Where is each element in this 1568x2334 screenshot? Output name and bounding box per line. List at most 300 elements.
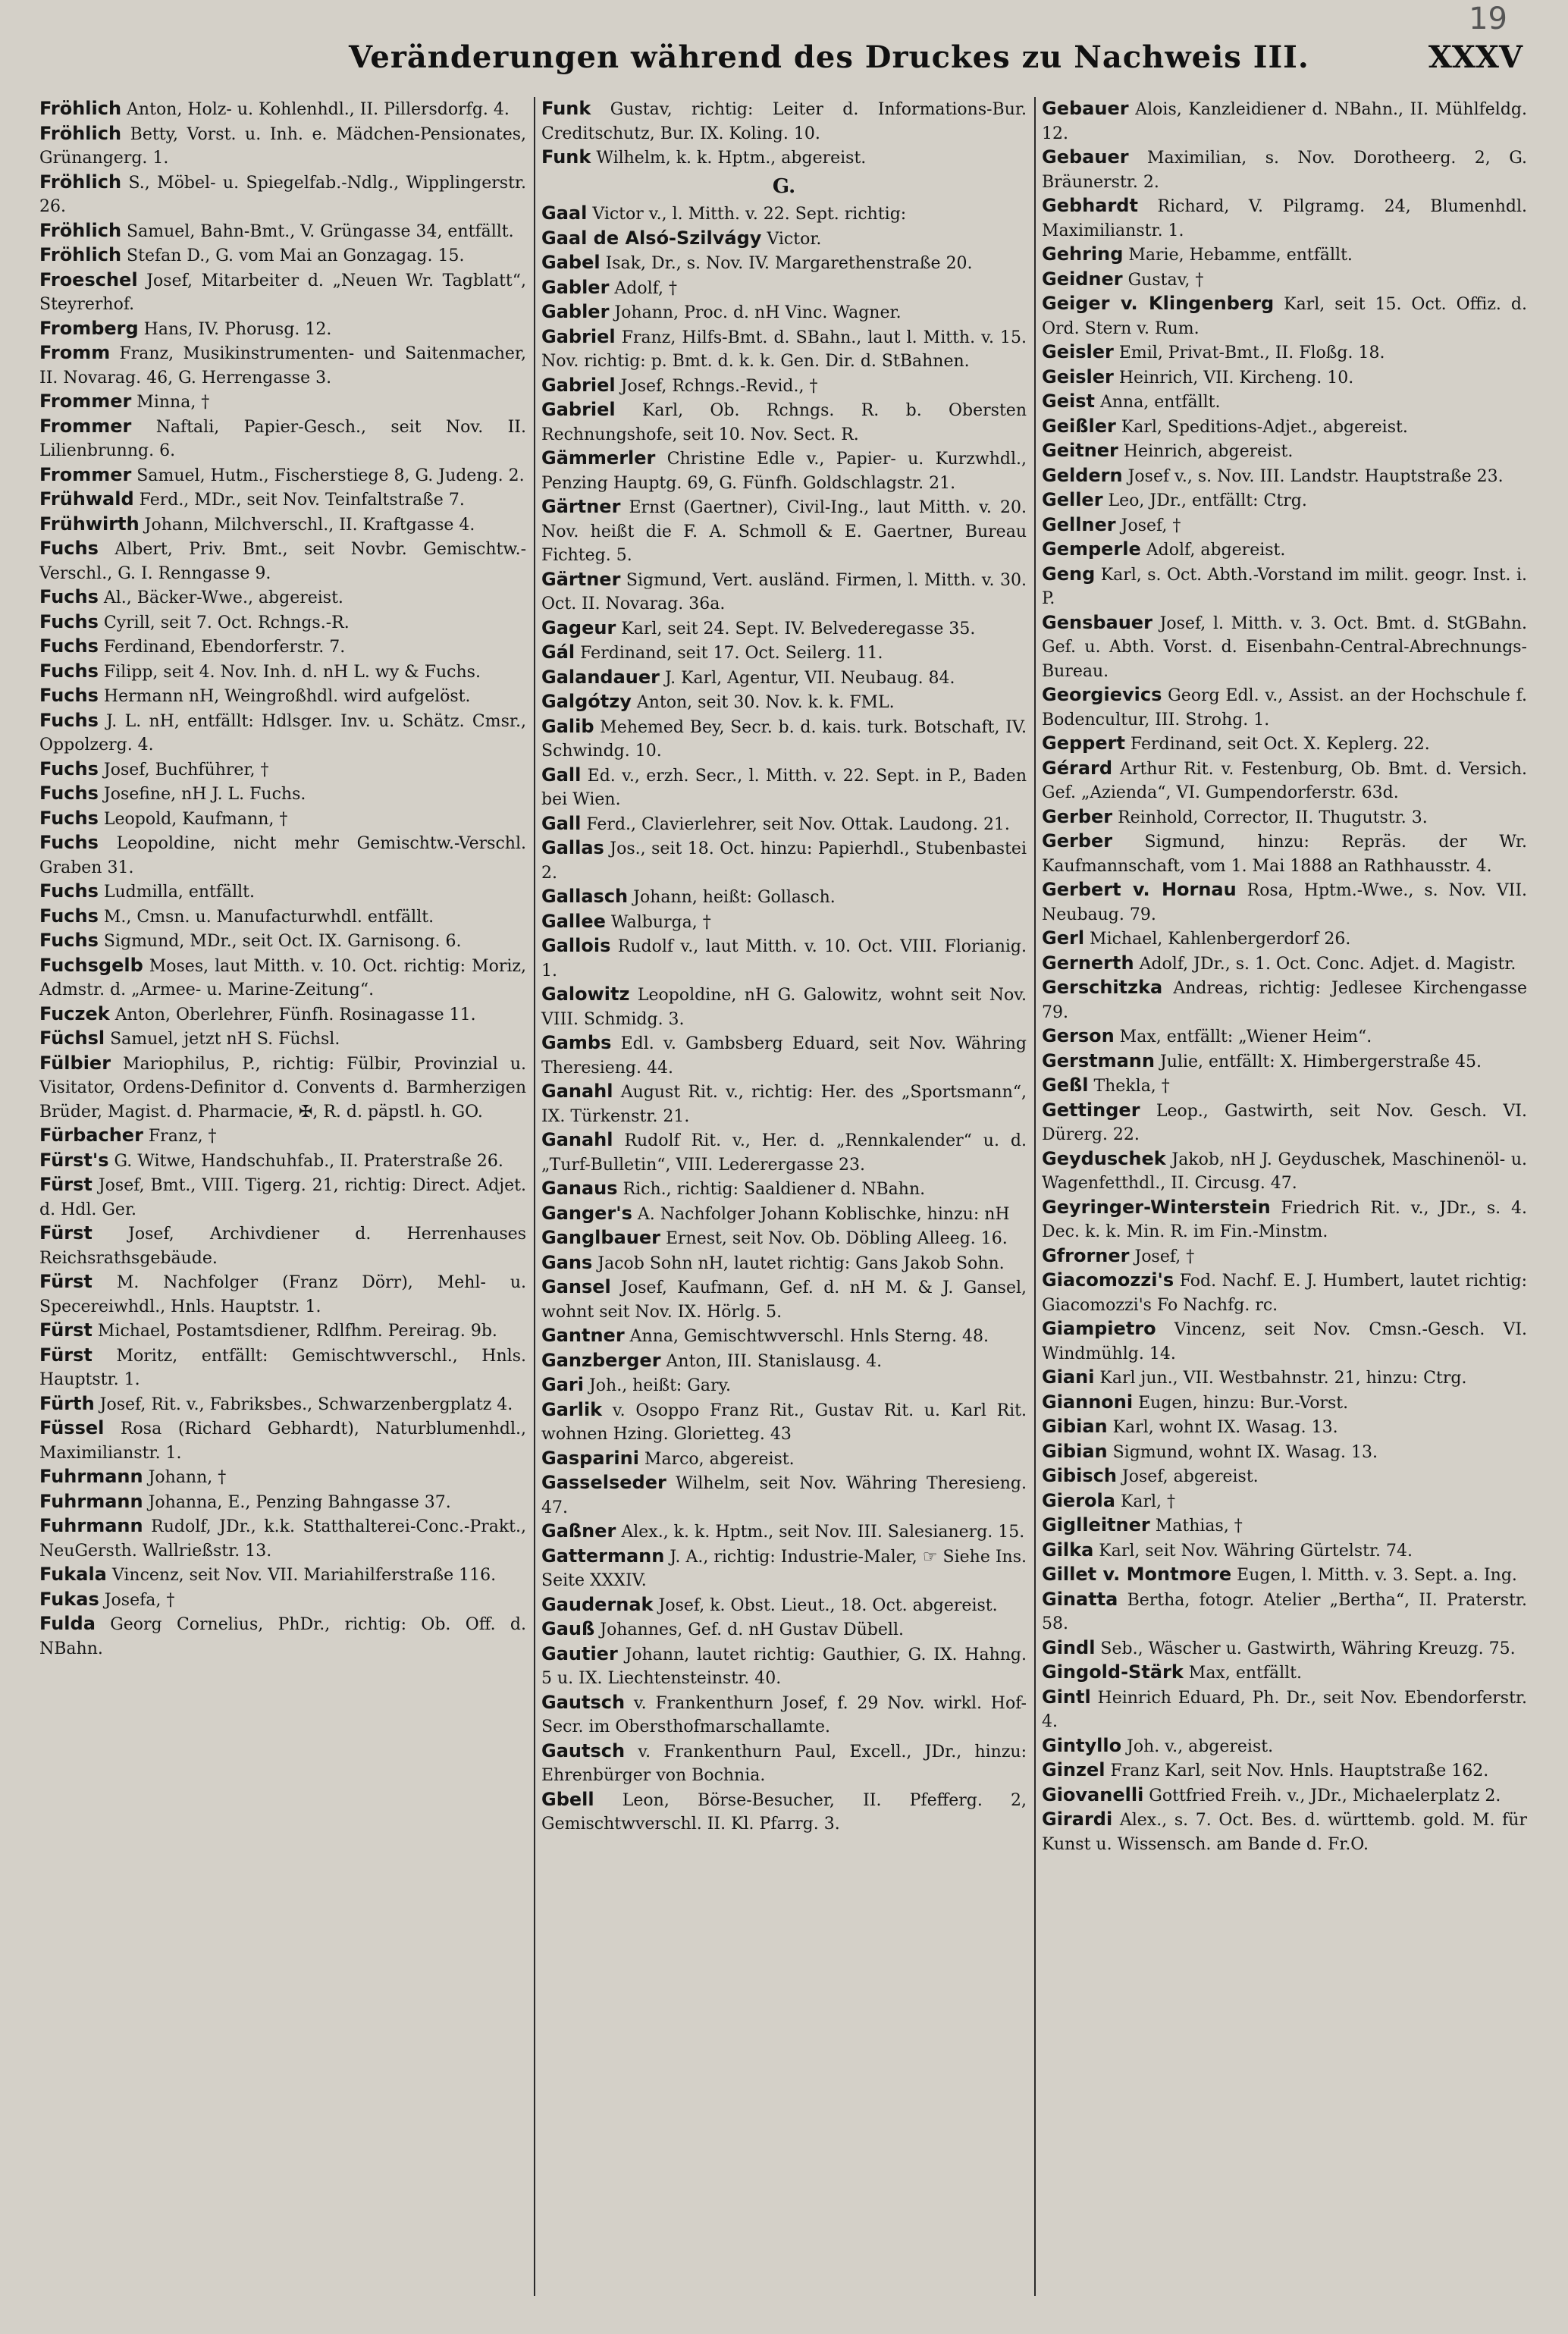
directory-entry xyxy=(39,97,526,122)
entry-name: Gärtner xyxy=(541,496,621,517)
entry-text: Josef, Bmt., VIII. Tigerg. 21, richtig: Direct. Adjet. d. Hdl. Ger. xyxy=(39,1176,526,1219)
directory-entry xyxy=(541,1373,1027,1398)
entry-text: Jacob Sohn nH, lautet richtig: Gans Jakob Sohn. xyxy=(592,1253,1005,1273)
entry-name: Fromberg xyxy=(39,317,139,339)
directory-entry xyxy=(1042,1099,1527,1147)
directory-entry xyxy=(39,1124,526,1149)
entry-name: Fuchs xyxy=(39,586,99,607)
entry-name: Gebauer xyxy=(1042,146,1129,168)
entry-name: Fürst xyxy=(39,1344,93,1366)
directory-entry xyxy=(541,1691,1027,1740)
entry-text: Anton, III. Stanislausg. 4. xyxy=(660,1351,883,1371)
entry-text: Anna, entfällt. xyxy=(1094,393,1221,412)
entry-name: Füssel xyxy=(39,1417,105,1438)
directory-entry xyxy=(1042,1366,1527,1391)
directory-entry xyxy=(541,1788,1027,1837)
entry-name: Gämmerler xyxy=(541,447,656,469)
directory-entry xyxy=(39,463,526,488)
section-letter: G. xyxy=(772,174,796,198)
entry-name: Geiger v. Klingenberg xyxy=(1042,293,1275,314)
entry-name: Girardi xyxy=(1042,1809,1113,1830)
entry-name: Geldern xyxy=(1042,464,1123,486)
entry-name: Ginatta xyxy=(1042,1588,1118,1610)
entry-text: Reinhold, Corrector, II. Thugutstr. 3. xyxy=(1112,808,1428,827)
directory-entry xyxy=(39,880,526,905)
entry-text: Ludmilla, entfällt. xyxy=(98,883,256,902)
directory-entry xyxy=(541,202,1027,227)
entry-text: Johann, heißt: Gollasch. xyxy=(628,888,836,907)
entry-name: Gasselseder xyxy=(541,1472,666,1493)
entry-name: Gabler xyxy=(541,301,610,322)
directory-entry xyxy=(541,1080,1027,1128)
directory-entry xyxy=(541,568,1027,616)
directory-entry xyxy=(1042,976,1527,1024)
entry-text: Marie, Hebamme, entfällt. xyxy=(1123,246,1353,265)
directory-entry xyxy=(1042,830,1527,878)
entry-name: Fürst xyxy=(39,1174,93,1195)
directory-entry xyxy=(1042,146,1527,194)
directory-entry xyxy=(39,929,526,954)
entry-text: Johann, lautet richtig: Gauthier, G. IX. Hahng. 5 u. IX. Liechtensteinstr. 40. xyxy=(541,1645,1027,1688)
entry-text: Eugen, hinzu: Bur.-Vorst. xyxy=(1133,1393,1349,1413)
entry-text: M. Nachfolger (Franz Dörr), Mehl- u. Specereiwhdl., Hnls. Hauptstr. 1. xyxy=(39,1273,526,1316)
entry-name: Fuchs xyxy=(39,832,99,853)
entry-name: Ganzberger xyxy=(541,1349,661,1371)
directory-entry xyxy=(541,1031,1027,1080)
entry-name: Fröhlich xyxy=(39,244,122,265)
entry-text: G. Witwe, Handschuhfab., II. Praterstraße 26. xyxy=(108,1151,503,1171)
directory-entry xyxy=(1042,1661,1527,1686)
entry-name: Gbell xyxy=(541,1788,594,1810)
directory-entry xyxy=(541,885,1027,910)
entry-name: Gebauer xyxy=(1042,98,1129,119)
entry-text: Filipp, seit 4. Nov. Inh. d. nH L. wy & Fuchs. xyxy=(98,662,481,682)
corner-mark: 19 xyxy=(1469,2,1507,36)
entry-name: Gerber xyxy=(1042,805,1113,827)
entry-name: Gerber xyxy=(1042,830,1113,852)
entry-text: Sigmund, MDr., seit Oct. IX. Garnisong. 6. xyxy=(98,932,462,951)
entry-text: Josef, l. Mitth. v. 3. Oct. Bmt. d. StGBahn. Gef. u. Abth. Vorst. d. Eisenbahn-Central-Abrechnungs-Bureau. xyxy=(1042,613,1527,681)
directory-entry xyxy=(39,1490,526,1515)
entry-text: Leop., Gastwirth, seit Nov. Gesch. VI. Dürerg. 22. xyxy=(1042,1101,1527,1144)
entry-name: Gasparini xyxy=(541,1447,639,1469)
entry-text: Josef, Rit. v., Fabriksbes., Schwarzenbergplatz 4. xyxy=(94,1394,513,1414)
entry-text: Heinrich, abgereist. xyxy=(1118,442,1294,461)
directory-entry xyxy=(1042,878,1527,927)
entry-name: Gantner xyxy=(541,1325,625,1346)
entry-name: Frommer xyxy=(39,463,132,485)
directory-entry xyxy=(1042,757,1527,805)
directory-entry xyxy=(39,513,526,538)
entry-text: Seb., Wäscher u. Gastwirth, Währing Kreuzg. 75. xyxy=(1095,1639,1516,1658)
entry-text: Rudolf v., laut Mitth. v. 10. Oct. VIII. Florianig. 1. xyxy=(541,937,1027,980)
entry-text: Emil, Privat-Bmt., II. Floßg. 18. xyxy=(1113,344,1385,362)
entry-text: Michael, Postamtsdiener, Rdlfhm. Pereirag. 9b. xyxy=(92,1322,497,1341)
entry-text: Mathias, † xyxy=(1149,1517,1243,1536)
entry-name: Gattermann xyxy=(541,1545,665,1567)
entry-text: Naftali, Papier-Gesch., seit Nov. II. Lilienbrunng. 6. xyxy=(39,417,526,460)
entry-name: Gansel xyxy=(541,1276,611,1297)
entry-name: Fuchs xyxy=(39,635,99,657)
directory-entry xyxy=(1042,390,1527,415)
entry-text: Sigmund, hinzu: Repräs. der Wr. Kaufmannschaft, vom 1. Mai 1888 an Rathhausstr. 4. xyxy=(1042,833,1527,876)
entry-name: Gautsch xyxy=(541,1691,626,1713)
entry-name: Giampietro xyxy=(1042,1318,1156,1339)
entry-name: Fukala xyxy=(39,1564,107,1585)
entry-text: Bertha, fotogr. Atelier „Bertha“, II. Praterstr. 58. xyxy=(1042,1590,1527,1633)
directory-entry xyxy=(541,251,1027,276)
entry-name: Fuchs xyxy=(39,610,99,632)
directory-entry xyxy=(1042,1464,1527,1489)
entry-text: Rosa (Richard Gebhardt), Naturblumenhdl., Maximilianstr. 1. xyxy=(39,1420,526,1463)
page-title: Veränderungen während des Druckes zu Nachweis III. xyxy=(349,39,1309,75)
directory-entry xyxy=(1042,1244,1527,1269)
entry-name: Fülbier xyxy=(39,1052,111,1074)
entry-text: Georg Edl. v., Assist. an der Hochschule f. Bodencultur, III. Strohg. 1. xyxy=(1042,686,1527,729)
directory-entry xyxy=(1042,1489,1527,1514)
directory-entry xyxy=(541,616,1027,642)
directory-entry xyxy=(39,1002,526,1027)
entry-text: Rudolf, JDr., k.k. Statthalterei-Conc.-Prakt., NeuGersth. Wallrießstr. 13. xyxy=(39,1517,526,1561)
directory-entry xyxy=(1042,1636,1527,1661)
entry-text: Leon, Börse-Besucher, II. Pfefferg. 2, Gemischtwverschl. II. Kl. Pfarrg. 3. xyxy=(541,1790,1027,1834)
entry-text: Leopoldine, nH G. Galowitz, wohnt seit Nov. VIII. Schmidg. 3. xyxy=(541,986,1027,1029)
entry-text: Walburga, † xyxy=(605,912,711,932)
entry-text: Anton, seit 30. Nov. k. k. FML. xyxy=(631,693,895,712)
entry-name: Fuchs xyxy=(39,685,99,706)
directory-entry xyxy=(1042,268,1527,293)
directory-entry xyxy=(39,758,526,783)
entry-text: Stefan D., G. vom Mai an Gonzagag. 15. xyxy=(121,246,465,265)
entry-name: Gintyllo xyxy=(1042,1734,1122,1756)
entry-text: Mariophilus, P., richtig: Fülbir, Provinzial u. Visitator, Ordens-Definitor d. Convents d. Barmherzigen Brüder, Magist. d. Pharmacie, ✠, R. d. päpstl. h. GO. xyxy=(39,1054,526,1122)
entry-name: Gindl xyxy=(1042,1636,1096,1658)
entry-name: Gernerth xyxy=(1042,952,1134,974)
entry-name: Gallasch xyxy=(541,886,629,907)
entry-name: Geller xyxy=(1042,489,1103,510)
entry-name: Giovanelli xyxy=(1042,1783,1144,1805)
directory-entry xyxy=(1042,1734,1527,1759)
entry-name: Gauß xyxy=(541,1618,595,1639)
entry-text: Moritz, entfällt: Gemischtwverschl., Hnls. Hauptstr. 1. xyxy=(39,1346,526,1389)
entry-text: Friedrich Rit. v., JDr., s. 4. Dec. k. k. Min. R. im Fin.-Minstm. xyxy=(1042,1198,1527,1241)
entry-name: Fürbacher xyxy=(39,1125,143,1146)
entry-text: Leopoldine, nicht mehr Gemischtw.-Verschl. Graben 31. xyxy=(39,834,526,877)
entry-name: Ginzel xyxy=(1042,1759,1105,1780)
entry-text: v. Osoppo Franz Rit., Gustav Rit. u. Karl Rit. wohnen Hzing. Glorietteg. 43 xyxy=(541,1401,1027,1444)
entry-text: Edl. v. Gambsberg Eduard, seit Nov. Währing Theresieng. 44. xyxy=(541,1034,1027,1078)
directory-entry xyxy=(39,831,526,880)
entry-text: Alex., s. 7. Oct. Bes. d. württemb. gold. M. für Kunst u. Wissensch. am Bande d. Fr.O. xyxy=(1042,1811,1527,1854)
entry-name: Fürst xyxy=(39,1319,93,1341)
entry-text: Andreas, richtig: Jedlesee Kirchengasse 79. xyxy=(1042,979,1527,1022)
entry-name: Fromm xyxy=(39,342,111,363)
entry-text: Fod. Nachf. E. J. Humbert, lautet richtig: Giacomozzi's Fo Nachfg. rc. xyxy=(1042,1272,1527,1315)
entry-text: Karl, † xyxy=(1115,1492,1176,1511)
entry-name: Geßl xyxy=(1042,1074,1089,1096)
entry-text: Johann, † xyxy=(143,1468,227,1487)
directory-entry xyxy=(39,1270,526,1319)
directory-entry xyxy=(39,684,526,709)
directory-entry xyxy=(1042,488,1527,513)
directory-entry xyxy=(39,1149,526,1174)
directory-entry xyxy=(541,227,1027,252)
entry-text: Josef, abgereist. xyxy=(1116,1467,1259,1486)
entry-text: Samuel, Hutm., Fischerstiege 8, G. Judeng. 2. xyxy=(131,466,525,485)
directory-entry xyxy=(541,447,1027,495)
directory-entry xyxy=(541,300,1027,325)
entry-name: Geyduschek xyxy=(1042,1147,1166,1169)
columns xyxy=(33,97,1535,2296)
entry-text: Karl, seit 24. Sept. IV. Belvederegasse 35. xyxy=(616,619,976,638)
directory-entry xyxy=(541,398,1027,447)
entry-name: Gebhardt xyxy=(1042,195,1138,216)
entry-name: Fuchs xyxy=(39,538,99,559)
entry-name: Ganglbauer xyxy=(541,1227,660,1248)
entry-text: Isak, Dr., s. Nov. IV. Margarethenstraße 20. xyxy=(600,254,973,273)
entry-text: Franz, Hilfs-Bmt. d. SBahn., laut l. Mitth. v. 15. Nov. richtig: p. Bmt. d. k. k. Gen. Dir. d. StBahnen. xyxy=(541,328,1027,371)
directory-entry xyxy=(1042,439,1527,464)
entry-name: Gabriel xyxy=(541,325,616,347)
directory-entry xyxy=(1042,1514,1527,1539)
entry-name: Füchsl xyxy=(39,1027,105,1049)
directory-entry xyxy=(541,641,1027,666)
directory-entry xyxy=(1042,1269,1527,1317)
entry-name: Gari xyxy=(541,1374,584,1395)
entry-text: Sigmund, wohnt IX. Wasag. 13. xyxy=(1107,1442,1378,1462)
directory-entry xyxy=(541,715,1027,764)
entry-name: Fröhlich xyxy=(39,171,122,193)
entry-text: Josef, k. Obst. Lieut., 18. Oct. abgereist. xyxy=(653,1595,998,1615)
entry-name: Fuchs xyxy=(39,709,99,731)
entry-text: Anton, Holz- u. Kohlenhdl., II. Pillersdorfg. 4. xyxy=(121,100,510,119)
entry-text: Ferdinand, Ebendorferstr. 7. xyxy=(98,638,346,657)
entry-text: Joh. v., abgereist. xyxy=(1121,1736,1274,1756)
entry-text: Richard, V. Pilgramg. 24, Blumenhdl. Maximilianstr. 1. xyxy=(1042,197,1527,240)
entry-name: Gilka xyxy=(1042,1539,1094,1561)
directory-entry xyxy=(1042,538,1527,563)
entry-text: Hermann nH, Weingroßhdl. wird aufgelöst. xyxy=(98,687,471,706)
directory-entry xyxy=(541,1642,1027,1691)
entry-text: Gustav, richtig: Leiter d. Informations-Bur. Creditschutz, Bur. IX. Koling. 10. xyxy=(541,100,1027,143)
directory-entry xyxy=(39,1052,526,1125)
entry-text: Gottfried Freih. v., JDr., Michaelerplatz 2. xyxy=(1143,1786,1501,1805)
entry-name: Gierola xyxy=(1042,1489,1115,1511)
directory-entry xyxy=(1042,952,1527,977)
entry-name: Fuchs xyxy=(39,930,99,951)
directory-entry xyxy=(541,1593,1027,1618)
directory-entry xyxy=(541,910,1027,935)
entry-text: Michael, Kahlenbergerdorf 26. xyxy=(1084,930,1351,949)
directory-entry xyxy=(541,1226,1027,1251)
entry-text: Ferd., MDr., seit Nov. Teinfaltstraße 7. xyxy=(133,491,465,510)
entry-text: Thekla, † xyxy=(1088,1077,1170,1096)
entry-name: Gibisch xyxy=(1042,1465,1117,1486)
entry-text: Sigmund, Vert. ausländ. Firmen, l. Mitth. v. 30. Oct. II. Novarag. 36a. xyxy=(541,570,1027,613)
entry-name: Fuczek xyxy=(39,1002,110,1024)
entry-name: Giannoni xyxy=(1042,1391,1134,1413)
entry-text: Gustav, † xyxy=(1122,270,1204,290)
directory-entry xyxy=(541,1349,1027,1374)
entry-name: Galandauer xyxy=(541,666,660,688)
entry-name: Gettinger xyxy=(1042,1099,1140,1121)
directory-entry xyxy=(39,415,526,463)
entry-text: Adolf, † xyxy=(609,278,678,298)
entry-name: Froeschel xyxy=(39,268,138,290)
entry-name: Geisler xyxy=(1042,341,1114,362)
entry-text: Karl, seit 15. Oct. Offiz. d. Ord. Stern v. Rum. xyxy=(1042,295,1527,338)
directory-entry xyxy=(39,905,526,930)
page-header xyxy=(30,39,1538,85)
entry-name: Giacomozzi's xyxy=(1042,1269,1174,1291)
directory-entry xyxy=(39,782,526,807)
directory-entry xyxy=(1042,97,1527,146)
page-number: XXXV xyxy=(1428,39,1523,75)
directory-entry xyxy=(1042,1317,1527,1366)
column-1 xyxy=(33,97,534,2296)
directory-entry xyxy=(541,97,1027,146)
entry-text: Franz, † xyxy=(143,1127,217,1146)
directory-entry xyxy=(39,488,526,513)
entry-name: Fuchs xyxy=(39,807,99,829)
directory-entry xyxy=(541,276,1027,301)
entry-name: Gibian xyxy=(1042,1440,1108,1462)
directory-entry xyxy=(1042,1686,1527,1734)
entry-name: Gaudernak xyxy=(541,1593,654,1615)
directory-entry xyxy=(1042,732,1527,757)
entry-text: Betty, Vorst. u. Inh. e. Mädchen-Pensionates, Grünangerg. 1. xyxy=(39,124,526,168)
entry-text: Leo, JDr., entfällt: Ctrg. xyxy=(1102,491,1307,510)
directory-entry xyxy=(1042,194,1527,243)
entry-name: Gemperle xyxy=(1042,538,1141,560)
entry-name: Fuchs xyxy=(39,880,99,902)
directory-entry xyxy=(39,1319,526,1344)
directory-entry xyxy=(541,1324,1027,1349)
directory-entry xyxy=(39,1392,526,1417)
column-3 xyxy=(1034,97,1535,2296)
entry-name: Ganahl xyxy=(541,1081,613,1102)
directory-entry xyxy=(541,325,1027,374)
directory-entry xyxy=(39,807,526,832)
directory-entry xyxy=(39,1222,526,1270)
entry-text: Rosa, Hptm.-Wwe., s. Nov. VII. Neubaug. 79. xyxy=(1042,881,1527,924)
directory-entry xyxy=(1042,1783,1527,1809)
entry-text: Josef, † xyxy=(1115,516,1181,535)
directory-entry xyxy=(1042,1196,1527,1244)
entry-name: Fürst xyxy=(39,1222,93,1244)
entry-text: Leopold, Kaufmann, † xyxy=(98,809,288,829)
entry-name: Gageur xyxy=(541,616,616,638)
entry-text: Ferdinand, seit 17. Oct. Seilerg. 11. xyxy=(575,644,883,663)
directory-entry xyxy=(1042,1074,1527,1099)
entry-name: Gärtner xyxy=(541,568,621,590)
entry-text: Hans, IV. Phorusg. 12. xyxy=(138,319,332,339)
directory-entry xyxy=(39,219,526,244)
directory-entry xyxy=(541,146,1027,171)
entry-name: Geng xyxy=(1042,563,1096,585)
entry-name: Georgievics xyxy=(1042,684,1162,705)
directory-entry xyxy=(39,1514,526,1563)
entry-text: Minna, † xyxy=(131,393,210,412)
entry-text: Max, entfällt. xyxy=(1183,1664,1303,1683)
directory-entry xyxy=(541,666,1027,691)
directory-entry xyxy=(1042,1440,1527,1465)
entry-name: Gehring xyxy=(1042,243,1124,265)
directory-entry xyxy=(39,1465,526,1490)
directory-entry xyxy=(541,1545,1027,1593)
entry-name: Gintl xyxy=(1042,1686,1091,1708)
entry-name: Gingold-Stärk xyxy=(1042,1661,1184,1683)
directory-entry xyxy=(1042,365,1527,391)
directory-entry xyxy=(541,1202,1027,1227)
entry-name: Geidner xyxy=(1042,268,1123,290)
directory-entry xyxy=(1042,1808,1527,1856)
directory-entry xyxy=(1042,1415,1527,1440)
entry-text: Julie, entfällt: X. Himbergerstraße 45. xyxy=(1154,1052,1482,1071)
entry-text: Josef, Kaufmann, Gef. d. nH M. & J. Gansel, wohnt seit Nov. IX. Hörlg. 5. xyxy=(541,1278,1027,1322)
entry-name: Geist xyxy=(1042,391,1095,412)
directory-entry xyxy=(39,1344,526,1392)
entry-text: Wilhelm, seit Nov. Währing Theresieng. 47. xyxy=(541,1474,1027,1517)
entry-name: Funk xyxy=(541,146,591,168)
directory-entry xyxy=(39,1612,526,1661)
entry-name: Fürth xyxy=(39,1392,95,1414)
entry-text: Johannes, Gef. d. nH Gustav Dübell. xyxy=(594,1620,904,1639)
entry-text: Josef, Mitarbeiter d. „Neuen Wr. Tagblatt“, Steyrerhof. xyxy=(39,271,526,314)
entry-name: Fröhlich xyxy=(39,122,122,144)
entry-text: Jakob, nH J. Geyduschek, Maschinenöl- u. Wagenfetthdl., II. Circusg. 47. xyxy=(1042,1150,1527,1193)
entry-text: Rich., richtig: Saaldiener d. NBahn. xyxy=(617,1180,926,1199)
entry-text: Ernst (Gaertner), Civil-Ing., laut Mitth. v. 20. Nov. heißt die F. A. Schmoll & E. Gaertner, Bureau Fichteg. 5. xyxy=(541,498,1027,565)
entry-name: Gallois xyxy=(541,935,611,956)
directory-entry xyxy=(39,122,526,171)
directory-entry xyxy=(541,1740,1027,1788)
directory-entry xyxy=(1042,1539,1527,1564)
entry-name: Frommer xyxy=(39,391,132,412)
directory-entry xyxy=(541,1128,1027,1177)
directory-entry xyxy=(541,1275,1027,1324)
directory-entry xyxy=(541,764,1027,812)
directory-entry xyxy=(541,1520,1027,1545)
entry-text: Ed. v., erzh. Secr., l. Mitth. v. 22. Sept. in P., Baden bei Wien. xyxy=(541,766,1027,809)
entry-name: Gellner xyxy=(1042,513,1116,535)
entry-name: Geisler xyxy=(1042,365,1114,387)
directory-entry xyxy=(1042,292,1527,340)
directory-entry xyxy=(39,610,526,635)
directory-entry xyxy=(541,1251,1027,1276)
directory-entry xyxy=(39,537,526,585)
entry-name: Frühwald xyxy=(39,488,134,510)
entry-name: Gautsch xyxy=(541,1740,626,1761)
directory-entry xyxy=(1042,927,1527,952)
entry-name: Fröhlich xyxy=(39,219,122,241)
entry-text: Karl jun., VII. Westbahnstr. 21, hinzu: Ctrg. xyxy=(1094,1369,1467,1388)
entry-name: Geißler xyxy=(1042,415,1116,437)
directory-entry xyxy=(541,934,1027,983)
entry-text: Adolf, abgereist. xyxy=(1140,541,1286,560)
entry-text: v. Frankenthurn Josef, f. 29 Nov. wirkl. Hof-Secr. im Obersthofmarschallamte. xyxy=(541,1693,1027,1736)
entry-name: Gerl xyxy=(1042,927,1085,949)
entry-text: Heinrich, VII. Kircheng. 10. xyxy=(1113,368,1354,387)
entry-name: Fuchs xyxy=(39,905,99,927)
entry-text: Cyrill, seit 7. Oct. Rchngs.-R. xyxy=(98,613,350,632)
entry-name: Galgótzy xyxy=(541,691,632,712)
entry-text: A. Nachfolger Johann Koblischke, hinzu: nH xyxy=(632,1204,1010,1224)
entry-text: Victor v., l. Mitth. v. 22. Sept. richtig: xyxy=(587,205,907,224)
entry-name: Gabriel xyxy=(541,399,616,420)
entry-name: Galowitz xyxy=(541,983,630,1005)
entry-text: Mehemed Bey, Secr. b. d. kais. turk. Botschaft, IV. Schwindg. 10. xyxy=(541,717,1027,761)
